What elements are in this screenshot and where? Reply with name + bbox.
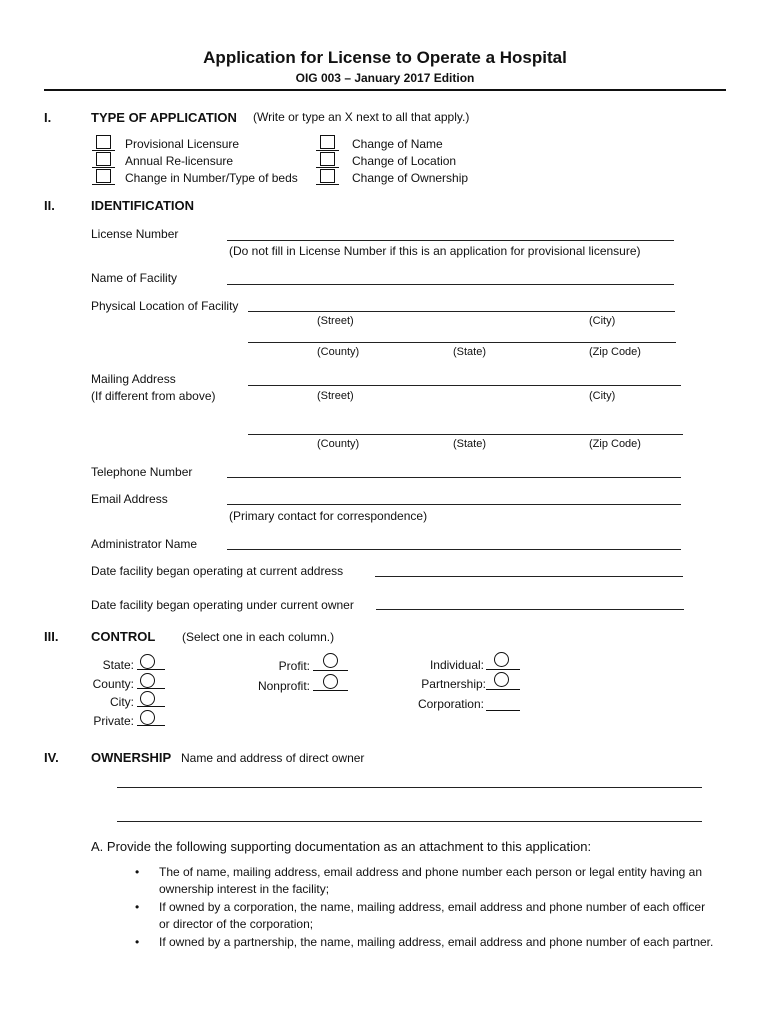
section-1-number: I. (44, 110, 52, 125)
email-note: (Primary contact for correspondence) (229, 509, 428, 523)
option-annual-relicensure: Annual Re-licensure (125, 154, 234, 168)
checkbox-line (92, 167, 115, 168)
bullet-item-corporation: If owned by a corporation, the name, mailing address, email address and phone number of each officer or director of the corporation; (159, 900, 706, 931)
option-change-location: Change of Location (352, 154, 457, 168)
section-2-number: II. (44, 198, 55, 213)
mailing-county-caption: (County) (317, 438, 360, 450)
checkbox-annual-relicensure[interactable] (96, 152, 111, 166)
checkbox-line (316, 150, 339, 151)
administrator-label: Administrator Name (91, 537, 198, 551)
section-1-note: (Write or type an X next to all that apply.) (253, 110, 470, 124)
section-4-title: OWNERSHIP (91, 750, 172, 765)
radio-county[interactable] (140, 673, 155, 688)
radio-state[interactable] (140, 654, 155, 669)
email-label: Email Address (91, 492, 168, 506)
radio-profit[interactable] (323, 653, 338, 668)
physical-street-city-field[interactable] (248, 311, 675, 312)
radio-line (137, 669, 165, 670)
control-partnership-label: Partnership: (421, 677, 486, 691)
mailing-city-caption: (City) (589, 390, 616, 402)
control-state-label: State: (102, 658, 134, 672)
physical-city-caption: (City) (589, 315, 616, 327)
option-change-beds: Change in Number/Type of beds (125, 171, 298, 185)
checkbox-line (92, 184, 115, 185)
radio-nonprofit[interactable] (323, 674, 338, 689)
license-number-label: License Number (91, 227, 179, 241)
radio-individual[interactable] (494, 652, 509, 667)
control-corporation-label: Corporation: (417, 697, 484, 711)
physical-county-state-zip-field[interactable] (248, 342, 676, 343)
bullet-item-ownership-interest: The of name, mailing address, email address and phone number each person or legal entity having an ownership interest in the facility; (159, 865, 702, 896)
date-current-owner-field[interactable] (376, 609, 684, 610)
mailing-street-caption: (Street) (317, 390, 354, 402)
checkbox-change-beds[interactable] (96, 169, 111, 183)
checkbox-line (316, 167, 339, 168)
documentation-heading: A. Provide the following supporting documentation as an attachment to this application: (91, 839, 592, 854)
telephone-field[interactable] (227, 477, 681, 478)
radio-line (313, 690, 348, 691)
corporation-field[interactable] (486, 710, 520, 711)
control-city-label: City: (110, 695, 134, 709)
section-4-note: Name and address of direct owner (181, 751, 365, 765)
date-current-owner-label: Date facility began operating under current owner (91, 598, 354, 612)
mailing-street-city-field[interactable] (248, 385, 681, 386)
administrator-field[interactable] (227, 549, 681, 550)
control-individual-label: Individual: (429, 658, 484, 672)
section-3-number: III. (44, 629, 59, 644)
page-title: Application for License to Operate a Hospital (203, 48, 567, 67)
facility-name-label: Name of Facility (91, 271, 178, 285)
telephone-label: Telephone Number (91, 465, 193, 479)
radio-city[interactable] (140, 691, 155, 706)
section-1-title: TYPE OF APPLICATION (91, 110, 237, 125)
radio-line (313, 670, 348, 671)
radio-line (137, 706, 165, 707)
mailing-zip-caption: (Zip Code) (589, 438, 641, 450)
physical-county-caption: (County) (317, 346, 360, 358)
option-provisional-licensure: Provisional Licensure (125, 137, 240, 151)
section-3-note: (Select one in each column.) (182, 630, 335, 644)
page-subtitle: OIG 003 – January 2017 Edition (295, 71, 475, 85)
bullet-marker: • (135, 935, 140, 949)
radio-private[interactable] (140, 710, 155, 725)
control-nonprofit-label: Nonprofit: (257, 679, 310, 693)
control-county-label: County: (92, 677, 134, 691)
checkbox-provisional-licensure[interactable] (96, 135, 111, 149)
radio-partnership[interactable] (494, 672, 509, 687)
option-change-ownership: Change of Ownership (352, 171, 469, 185)
mailing-address-label: Mailing Address (91, 372, 176, 386)
checkbox-change-ownership[interactable] (320, 169, 335, 183)
mailing-state-caption: (State) (453, 438, 487, 450)
checkbox-change-name[interactable] (320, 135, 335, 149)
control-private-label: Private: (93, 714, 134, 728)
date-current-address-label: Date facility began operating at current address (91, 564, 344, 578)
date-current-address-field[interactable] (375, 576, 683, 577)
option-change-name: Change of Name (352, 137, 443, 151)
license-number-field[interactable] (227, 240, 674, 241)
radio-line (137, 688, 165, 689)
header-rule (44, 89, 726, 91)
physical-location-label: Physical Location of Facility (91, 299, 239, 313)
owner-name-field[interactable] (117, 787, 702, 788)
checkbox-line (92, 150, 115, 151)
email-field[interactable] (227, 504, 681, 505)
facility-name-field[interactable] (227, 284, 674, 285)
radio-line (486, 689, 520, 690)
license-number-note: (Do not fill in License Number if this is an application for provisional licensure) (229, 244, 641, 258)
radio-line (486, 669, 520, 670)
bullet-marker: • (135, 865, 140, 879)
mailing-county-state-zip-field[interactable] (248, 434, 683, 435)
radio-line (137, 725, 165, 726)
bullet-item-partnership: If owned by a partnership, the name, mailing address, email address and phone number of each partner. (159, 935, 714, 949)
section-2-title: IDENTIFICATION (91, 198, 195, 213)
bullet-marker: • (135, 900, 140, 914)
physical-state-caption: (State) (453, 346, 487, 358)
section-4-number: IV. (44, 750, 59, 765)
control-profit-label: Profit: (278, 659, 310, 673)
physical-zip-caption: (Zip Code) (589, 346, 641, 358)
owner-address-field[interactable] (117, 821, 702, 822)
mailing-address-note: (If different from above) (91, 389, 216, 403)
physical-street-caption: (Street) (317, 315, 354, 327)
checkbox-line (316, 184, 339, 185)
section-3-title: CONTROL (91, 629, 156, 644)
checkbox-change-location[interactable] (320, 152, 335, 166)
